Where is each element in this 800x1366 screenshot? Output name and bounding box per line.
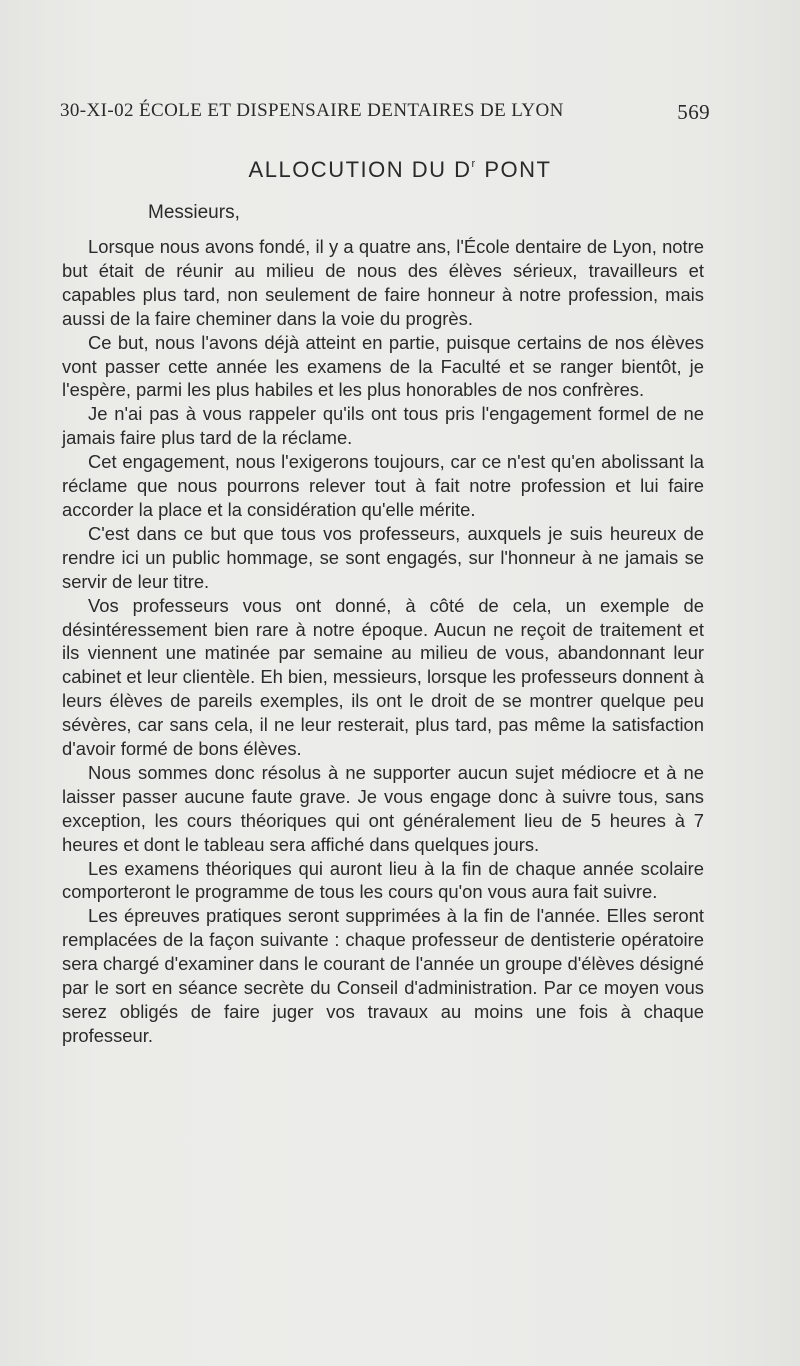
paragraph: Vos professeurs vous ont donné, à côté de cela, un exemple de désintéressement bien rare à notre époque. Aucun ne reçoit de traitement et ils viennent une matinée par semaine au milieu de vous, abandonnant leur cabinet et leur clientèle. Eh bien, messieurs, lorsque les professeurs donnent à leurs élèves de pareils exemples, ils ont le droit de se montrer quelque peu sévères, car sans cela, il ne leur resterait, plus tard, pas même la satisfaction d'avoir formé de bons élèves. (62, 594, 704, 760)
salutation: Messieurs, (148, 202, 240, 223)
speech-title-prefix: ALLOCUTION DU D (248, 157, 472, 182)
paragraph: Nous sommes donc résolus à ne supporter aucun sujet médiocre et à ne laisser passer aucune faute grave. Je vous engage donc à suivre tous, sans exception, les cours théoriques qui ont généralement lieu de 5 heures à 7 heures et dont le tableau sera affiché dans quelques jours. (62, 761, 704, 855)
speech-title-suffix: PONT (476, 157, 552, 182)
running-header (60, 100, 710, 130)
speech-title (0, 157, 800, 183)
speech-title-superscript: r (471, 158, 477, 170)
paragraph: Je n'ai pas à vous rappeler qu'ils ont tous pris l'engagement formel de ne jamais faire plus tard de la réclame. (62, 403, 704, 449)
page-number: 569 (677, 100, 710, 124)
paragraph: Lorsque nous avons fondé, il y a quatre ans, l'École dentaire de Lyon, notre but était de réunir au milieu de nous des élèves sérieux, travailleurs et capables plus tard, non seulement de faire honneur à notre profession, mais aussi de la faire cheminer dans la voie du progrès. (62, 236, 704, 329)
paragraph: Les épreuves pratiques seront supprimées à la fin de l'année. Elles seront remplacées de la façon suivante : chaque professeur de dentisterie opératoire sera chargé d'examiner dans le courant de l'année un groupe d'élèves désigné par le sort en séance secrète du Conseil d'administration. Par ce moyen vous serez obligés de faire juger vos travaux au moins une fois à chaque professeur. (62, 905, 704, 1046)
paragraph: Cet engagement, nous l'exigerons toujours, car ce n'est qu'en abolissant la réclame que nous pourrons relever tout à fait notre profession et lui faire accorder la place et la considération qu'elle mérite. (62, 451, 704, 520)
paragraph: Ce but, nous l'avons déjà atteint en partie, puisque certains de nos élèves vont passer cette année les examens de la Faculté et se ranger bientôt, je l'espère, parmi les plus habiles et les plus honorables de nos confrères. (62, 331, 704, 401)
speech-body (62, 235, 704, 1048)
paragraph: Les examens théoriques qui auront lieu à la fin de chaque année scolaire comporteront le programme de tous les cours qu'on vous aura fait suivre. (62, 857, 704, 903)
running-head-title: 30-XI-02 ÉCOLE ET DISPENSAIRE DENTAIRES DE LYON (60, 100, 564, 121)
paragraph: C'est dans ce but que tous vos professeurs, auxquels je suis heureux de rendre ici un public hommage, se sont engagés, sur l'honneur à ne jamais se servir de leur titre. (62, 522, 704, 592)
